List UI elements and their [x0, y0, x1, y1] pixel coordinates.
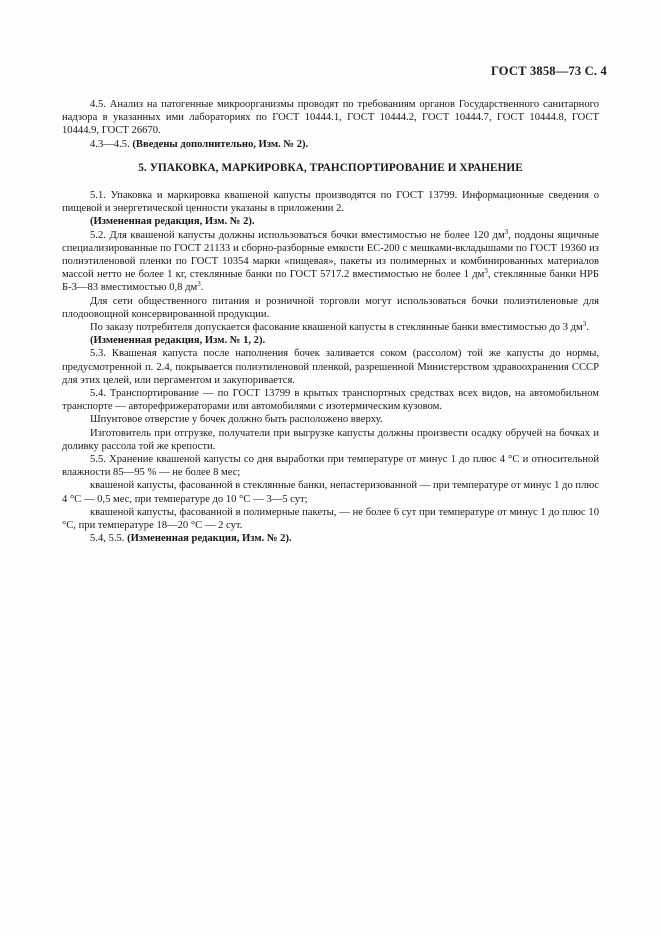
paragraph-5-5: 5.5. Хранение квашеной капусты со дня выработки при температуре от минус 1 до плюс 4 °С и относительной влажности 85—95 % — не более 8 мес;: [62, 454, 599, 479]
text-run: .: [586, 322, 589, 334]
paragraph-5-4-shipping: Изготовитель при отгрузке, получатели при выгрузке капусты должны произвести осадку обручей на бочках и доливку рассола той же крепости.: [62, 427, 599, 452]
superscript: 3: [197, 280, 201, 289]
text-run: , поддоны ящичные специализированные по ГОСТ 21133 и сборно-разборные емкости ЕС-200 с мешками-вкладышами по ГОСТ 19360 из полиэтиленовой пленки по ГОСТ 10354 марки «пищевая», пакеты из полимерных и комбинированных материалов массой нетто не более 1 кг, стеклянные банки по ГОСТ 5717.2 вместимостью не более 1 дм: [62, 229, 599, 281]
paragraph-5-2-public-catering: Для сети общественного питания и розничной торговли могут использоваться бочки полиэтиленовые для плодоовощной консервированной продукции.: [62, 295, 599, 320]
paragraph-5-1: 5.1. Упаковка и маркировка квашеной капусты производятся по ГОСТ 13799. Информационные сведения о пищевой и энергетической ценности указаны в приложении 2.: [62, 190, 599, 215]
superscript: 3: [582, 320, 587, 329]
paragraph-5-3: 5.3. Квашеная капуста после наполнения бочек заливается соком (рассолом) той же капусты до нормы, предусмотренной п. 2.4, покрывается полиэтиленовой пленкой, разрешенной Министерством здравоохранения СССР для этих целей, или пергаментом и закупоривается.: [62, 348, 599, 386]
paragraph-5-5-glass-jars: квашеной капусты, фасованной в стеклянные банки, непастеризованной — при температуре от минус 1 до плюс 4 °С — 0,5 мес, при температуре до 10 °С — 3—5 сут;: [62, 480, 599, 505]
amendment-label: (Измененная редакция, Изм. № 2).: [127, 533, 292, 545]
amendment-ref: 5.4, 5.5.: [90, 533, 128, 545]
paragraph-5-4: 5.4. Транспортирование — по ГОСТ 13799 в крытых транспортных средствах всех видов, на автомобильном транспорте — авторефрижераторами или автомобилями с изотермическим кузовом.: [62, 388, 599, 413]
amendment-note-4-3-4-5: [62, 138, 599, 151]
paragraph-5-4-bung-hole: Шпунтовое отверстие у бочек должно быть расположено вверху.: [90, 414, 383, 426]
paragraph-5-5-polymer-bags: квашеной капусты, фасованной в полимерные пакеты, — не более 6 сут при температуре от минус 1 до плюс 10 °С, при температуре 18—20 °С — 2 сут.: [62, 506, 599, 532]
amendment-note-5-4-5-5: [62, 532, 599, 545]
section-heading-5: 5. УПАКОВКА, МАРКИРОВКА, ТРАНСПОРТИРОВАНИЕ И ХРАНЕНИЕ: [138, 161, 523, 174]
text-run: По заказу потребителя допускается фасование квашеной капусты в стеклянные банки вместимостью до 3 дм: [90, 322, 583, 334]
text-run: , стеклянные банки НРБ Б-3—83 вместимостью 0,8 дм: [62, 269, 599, 294]
amendment-ref: 4.3—4.5.: [90, 138, 133, 150]
text-run: 5.2. Для квашеной капусты должны использоваться бочки вместимостью не более 120 дм: [90, 229, 505, 241]
amendment-note: (Измененная редакция, Изм. № 2).: [90, 216, 255, 228]
amendment-label: (Введены дополнительно, Изм. № 2).: [132, 138, 309, 150]
paragraph-4-5: 4.5. Анализ на патогенные микроорганизмы проводят по требованиям органов Государственного санитарного надзора в указанных ими лабораториях по ГОСТ 10444.1, ГОСТ 10444.2, ГОСТ 10444.7, ГОСТ 10444.8, ГОСТ 10444.9, ГОСТ 26670.: [62, 99, 599, 137]
superscript: 3: [484, 267, 488, 276]
text-run: .: [200, 282, 204, 294]
running-header: ГОСТ 3858—73 С. 4: [490, 64, 607, 78]
amendment-note: (Измененная редакция, Изм. № 1, 2).: [90, 335, 266, 347]
superscript: 3: [504, 227, 509, 236]
paragraph-5-2: [62, 229, 599, 295]
document-body: [62, 98, 599, 546]
paragraph-5-2-customer-order: [62, 321, 599, 334]
